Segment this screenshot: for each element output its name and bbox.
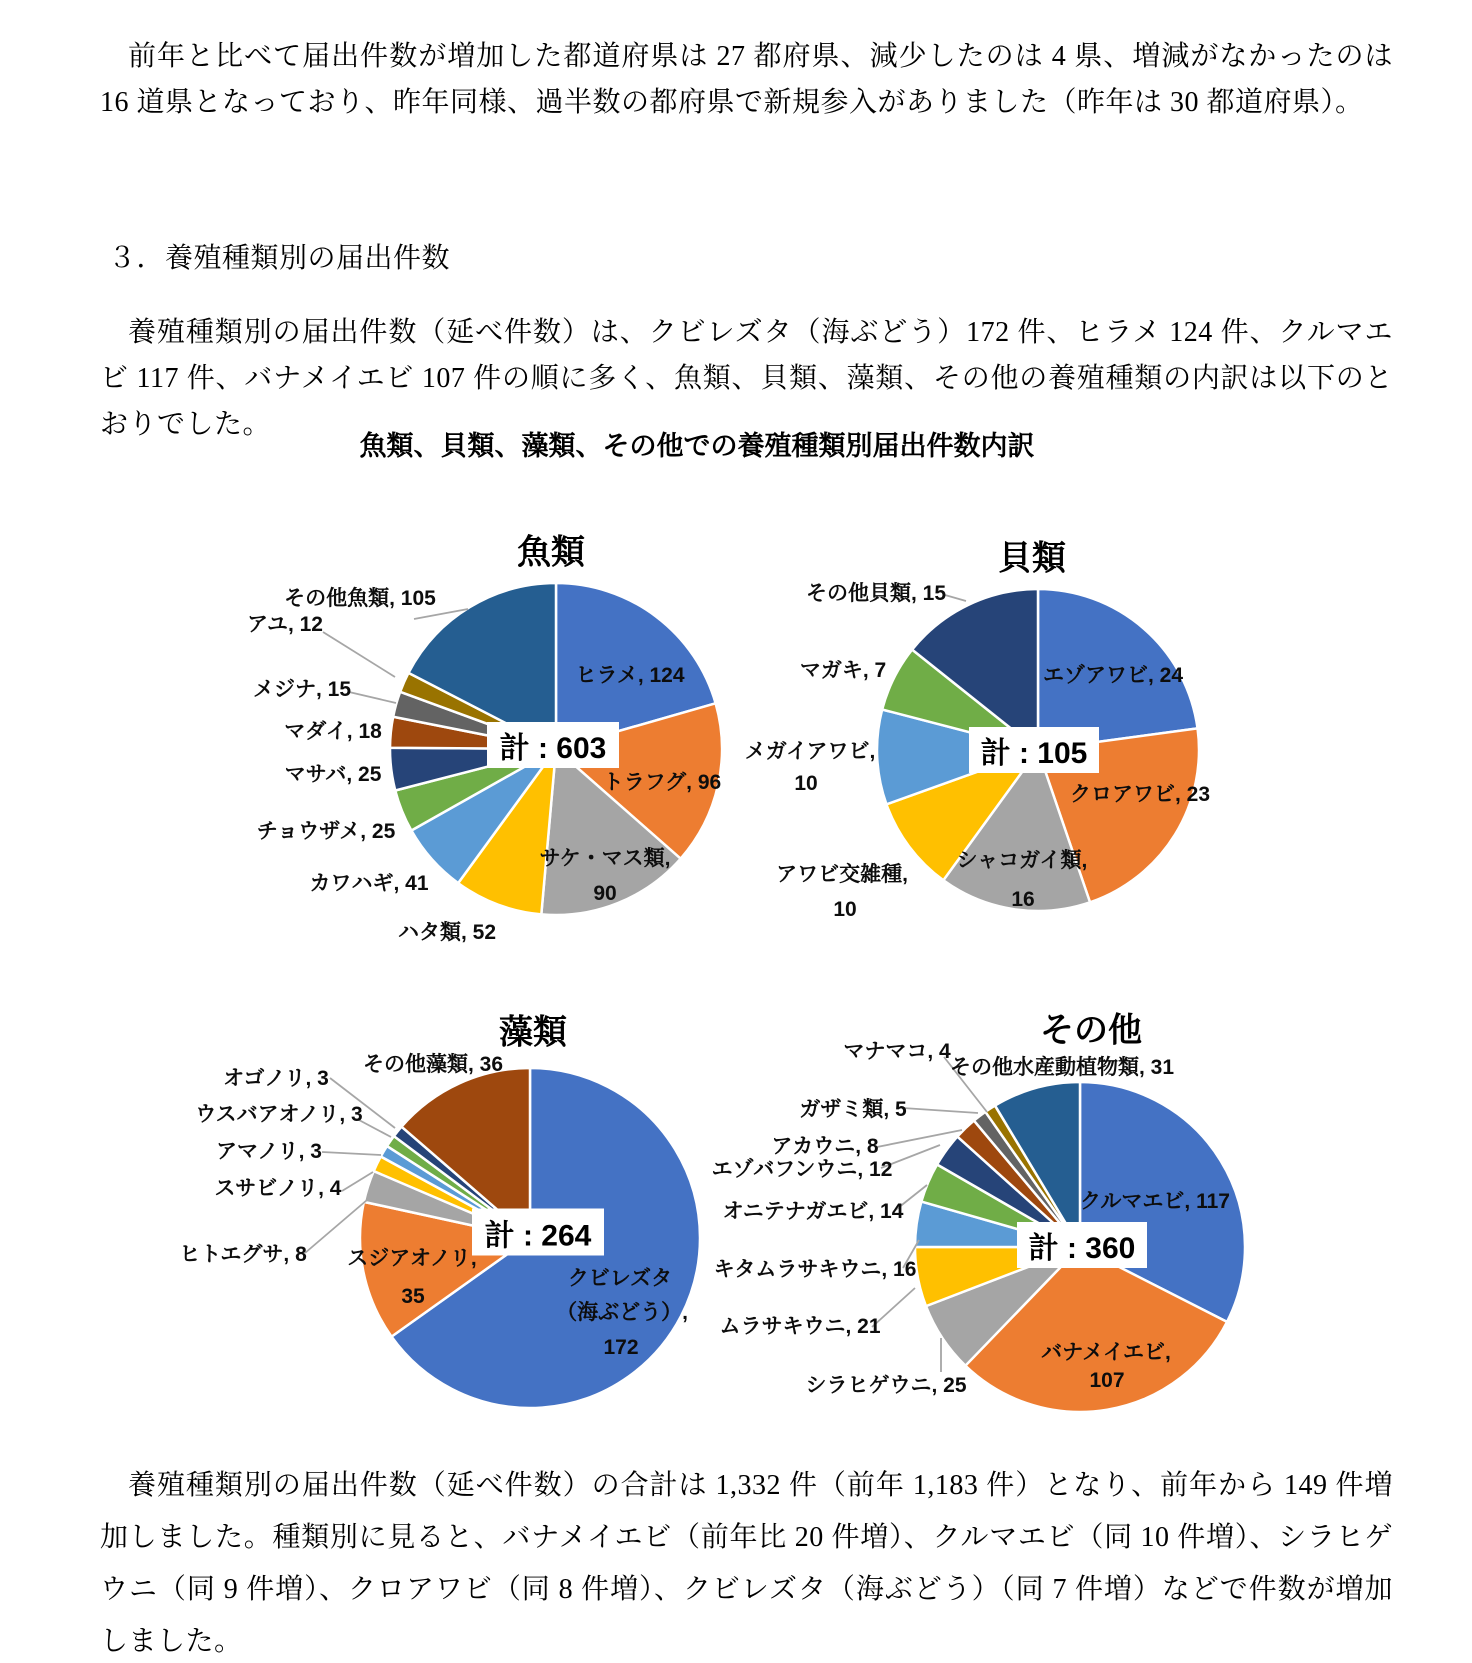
pie-data-label-chart3-7: エゾバフンウニ, 12 bbox=[711, 1158, 893, 1181]
pie-data-label-chart0-0: ヒラメ, 124 bbox=[575, 664, 685, 687]
pie-data-label-chart0-2: サケ・マス類, bbox=[539, 847, 671, 870]
pie-data-label-chart0-1: トラフグ, 96 bbox=[602, 771, 722, 794]
pie-data-label-chart0-5: カワハギ, 41 bbox=[309, 872, 429, 895]
pie-data-label-chart2-5: その他藻類, 36 bbox=[362, 1053, 504, 1076]
pie-data-label-chart2-9: スサビノリ, 4 bbox=[214, 1177, 342, 1200]
pie-data-label-chart0-3: 90 bbox=[593, 882, 617, 905]
leader-line-chart0-1 bbox=[323, 632, 395, 677]
pie-total-label-3: 計 : 360 bbox=[1017, 1222, 1147, 1268]
chart-title-3: その他 bbox=[1040, 1011, 1142, 1050]
pie-data-label-chart3-2: 107 bbox=[1089, 1369, 1125, 1392]
pie-data-label-chart1-5: 10 bbox=[833, 898, 857, 921]
leader-line-chart1-0 bbox=[945, 595, 966, 601]
pie-data-label-chart3-8: アカウニ, 8 bbox=[771, 1135, 879, 1158]
pie-data-label-chart1-8: マガキ, 7 bbox=[799, 659, 887, 682]
pie-data-label-chart0-8: マダイ, 18 bbox=[284, 720, 382, 743]
pie-data-label-chart2-4: 35 bbox=[401, 1285, 425, 1308]
pie-data-label-chart0-9: メジナ, 15 bbox=[252, 678, 352, 701]
pie-data-label-chart3-9: ガザミ類, 5 bbox=[799, 1098, 907, 1121]
pie-data-label-chart0-4: ハタ類, 52 bbox=[397, 921, 497, 944]
chart-title-1: 貝類 bbox=[998, 539, 1066, 578]
chart-title-0: 魚類 bbox=[517, 533, 585, 572]
pie-data-label-chart3-5: キタムラサキウニ, 16 bbox=[713, 1258, 917, 1281]
pie-data-label-chart2-8: アマノリ, 3 bbox=[216, 1140, 322, 1163]
section-heading: ３．養殖種類別の届出件数 bbox=[108, 243, 451, 274]
pie-data-label-chart0-11: その他魚類, 105 bbox=[284, 587, 436, 610]
pie-data-label-chart0-7: マサバ, 25 bbox=[284, 763, 382, 786]
leader-line-chart3-1 bbox=[903, 1108, 978, 1113]
pie-data-label-chart2-3: スジアオノリ, bbox=[347, 1247, 477, 1270]
paragraph-total-summary: 養殖種類別の届出件数（延べ件数）の合計は 1,332 件（前年 1,183 件）となり、前年から 149 件増加しました。種類別に見ると、バナメイエビ（前年比 20 件増）、クルマエビ（同 10 件増）、シラヒゲウニ（同 9 件増）、クロアワビ（同 8 件増）、クビレズタ（海ぶどう）（同 7 件増）などで件数が増加しました。 bbox=[100, 1470, 1393, 1657]
pie-data-label-chart3-0: クルマエビ, 117 bbox=[1080, 1190, 1230, 1213]
pie-data-label-chart1-0: エゾアワビ, 24 bbox=[1042, 664, 1184, 687]
pie-data-label-chart1-2: シャコガイ類, bbox=[956, 849, 1088, 872]
pie-data-label-chart3-3: シラヒゲウニ, 25 bbox=[805, 1374, 967, 1397]
pie-data-label-chart1-6: メガイアワビ, bbox=[744, 740, 876, 763]
pie-data-label-chart0-10: アユ, 12 bbox=[247, 613, 323, 636]
pie-data-label-chart1-9: その他貝類, 15 bbox=[805, 582, 947, 605]
pie-data-label-chart3-4: ムラサキウニ, 21 bbox=[719, 1315, 881, 1338]
pie-data-label-chart1-7: 10 bbox=[794, 772, 818, 795]
pie-data-label-chart2-0: クビレズタ bbox=[567, 1267, 673, 1290]
paragraph-prefecture-summary: 前年と比べて届出件数が増加した都道府県は 27 都府県、減少したのは 4 県、増減がなかったのは 16 道県となっており、昨年同様、過半数の都府県で新規参入がありました（昨年は 30 都道府県）。 bbox=[100, 41, 1393, 118]
pie-total-label-1: 計 : 105 bbox=[969, 727, 1099, 773]
pie-total-label-0: 計 : 603 bbox=[487, 722, 619, 768]
pie-data-label-chart2-7: ウスバアオノリ, 3 bbox=[195, 1103, 363, 1126]
pie-total-label-2: 計 : 264 bbox=[472, 1209, 604, 1256]
pie-data-label-chart2-6: オゴノリ, 3 bbox=[223, 1067, 329, 1090]
pie-data-label-chart3-6: オニテナガエビ, 14 bbox=[722, 1200, 904, 1223]
leader-line-chart2-1 bbox=[359, 1120, 391, 1137]
pie-data-label-chart1-3: 16 bbox=[1011, 888, 1035, 911]
pie-data-label-chart1-1: クロアワビ, 23 bbox=[1069, 783, 1211, 806]
chart-title-2: 藻類 bbox=[499, 1013, 567, 1052]
figure-title: 魚類、貝類、藻類、その他での養殖種類別届出件数内訳 bbox=[359, 431, 1035, 461]
pie-data-label-chart3-10: マナマコ, 4 bbox=[843, 1040, 951, 1063]
leader-line-chart2-2 bbox=[322, 1152, 381, 1155]
pie-data-label-chart3-11: その他水産動植物類, 31 bbox=[949, 1056, 1175, 1079]
pie-data-label-chart2-2: 172 bbox=[603, 1336, 639, 1359]
pie-data-label-chart2-1: （海ぶどう）, bbox=[556, 1301, 688, 1324]
pie-data-label-chart2-10: ヒトエグサ, 8 bbox=[179, 1243, 307, 1266]
pie-data-label-chart0-6: チョウザメ, 25 bbox=[256, 820, 396, 843]
leader-line-chart0-2 bbox=[349, 692, 396, 703]
paragraph-species-intro: 養殖種類別の届出件数（延べ件数）は、クビレズタ（海ぶどう）172 件、ヒラメ 124 件、クルマエビ 117 件、バナメイエビ 107 件の順に多く、魚類、貝類、藻類、その他の養殖種類の内訳は以下のとおりでした。 bbox=[100, 317, 1393, 440]
pie-data-label-chart1-4: アワビ交雑種, bbox=[776, 863, 908, 886]
pie-data-label-chart3-1: バナメイエビ, bbox=[1041, 1341, 1171, 1364]
